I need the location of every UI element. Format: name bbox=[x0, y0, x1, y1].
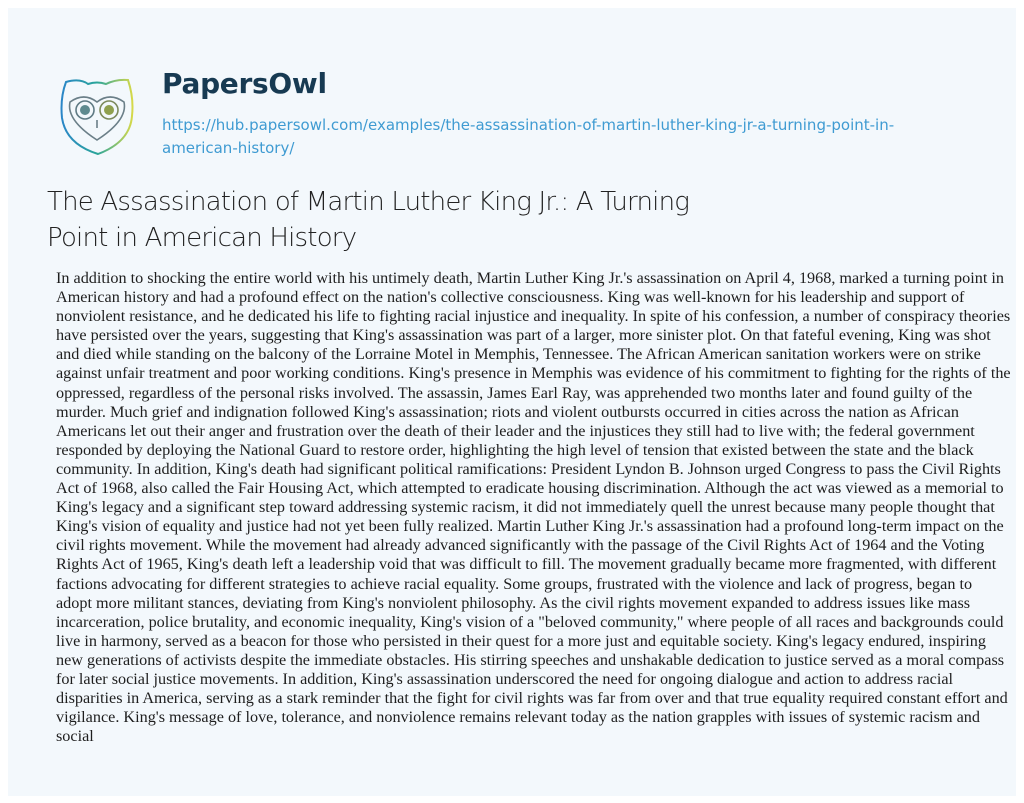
article-title: The Assassination of Martin Luther King Jr.: A Turning Point in American History bbox=[47, 187, 690, 253]
brand-name: PapersOwl bbox=[162, 67, 327, 100]
article-body: In addition to shocking the entire world with his untimely death, Martin Luther King Jr.'s assassination on April 4, 1968, marked a turning point in American history and had a profound effect on the nation's collective consciousness. King was well-known for his leadership and support of nonviolent resistance, and he dedicated his life to fighting racial injustice and inequality. In spite of his confession, a number of conspiracy theories have persisted over the years, suggesting that King's assassination was part of a larger, more sinister plot. On that fateful evening, King was shot and died while standing on the balcony of the Lorraine Motel in Memphis, Tennessee. The African American sanitation workers were on strike against unfair treatment and poor working conditions. King's presence in Memphis was evidence of his commitment to fighting for the rights of the oppressed, regardless of the personal risks involved. The assassin, James Earl Ray, was apprehended two months later and found guilty of the murder. Much grief and indignation followed King's assassination; riots and violent outbursts occurred in cities across the nation as African Americans let out their anger and frustration over the death of their leader and the injustices they still had to live with; the federal government responded by deploying the National Guard to restore order, highlighting the high level of tension that existed between the state and the black community. In addition, King's death had significant political ramifications: President Lyndon B. Johnson urged Congress to pass the Civil Rights Act of 1968, also called the Fair Housing Act, which attempted to eradicate housing discrimination. Although the act was viewed as a memorial to King's legacy and a significant step toward addressing systemic racism, it did not immediately quell the unrest because many people thought that King's vision of equality and justice had not yet been fully realized. Martin Luther King Jr.'s assassination had a profound long-term impact on the civil rights movement. While the movement had already advanced significantly with the passage of the Civil Rights Act of 1964 and the Voting Rights Act of 1965, King's death left a leadership void that was difficult to fill. The movement gradually became more fragmented, with different factions advocating for different strategies to achieve racial equality. Some groups, frustrated with the violence and lack of progress, began to adopt more militant stances, deviating from King's nonviolent philosophy. As the civil rights movement expanded to address issues like mass incarceration, police brutality, and economic inequality, King's vision of a "beloved community," where people of all races and backgrounds could live in harmony, served as a beacon for those who persisted in their quest for a more just and equitable society. King's legacy endured, inspiring new generations of activists despite the immediate obstacles. His stirring speeches and unshakable dedication to justice served as a moral compass for later social justice movements. In addition, King's assassination underscored the need for ongoing dialogue and action to address racial disparities in America, serving as a stark reminder that the fight for civil rights was far from over and that true equality required constant effort and vigilance. King's message of love, tolerance, and nonviolence remains relevant today as the nation grapples with issues of systemic racism and social bbox=[56, 269, 1011, 746]
owl-logo-icon bbox=[58, 76, 136, 158]
source-url-link[interactable]: https://hub.papersowl.com/examples/the-assassination-of-martin-luther-king-jr-a-turning-point-in-american-history/ bbox=[162, 116, 895, 157]
document-card bbox=[8, 8, 1016, 796]
